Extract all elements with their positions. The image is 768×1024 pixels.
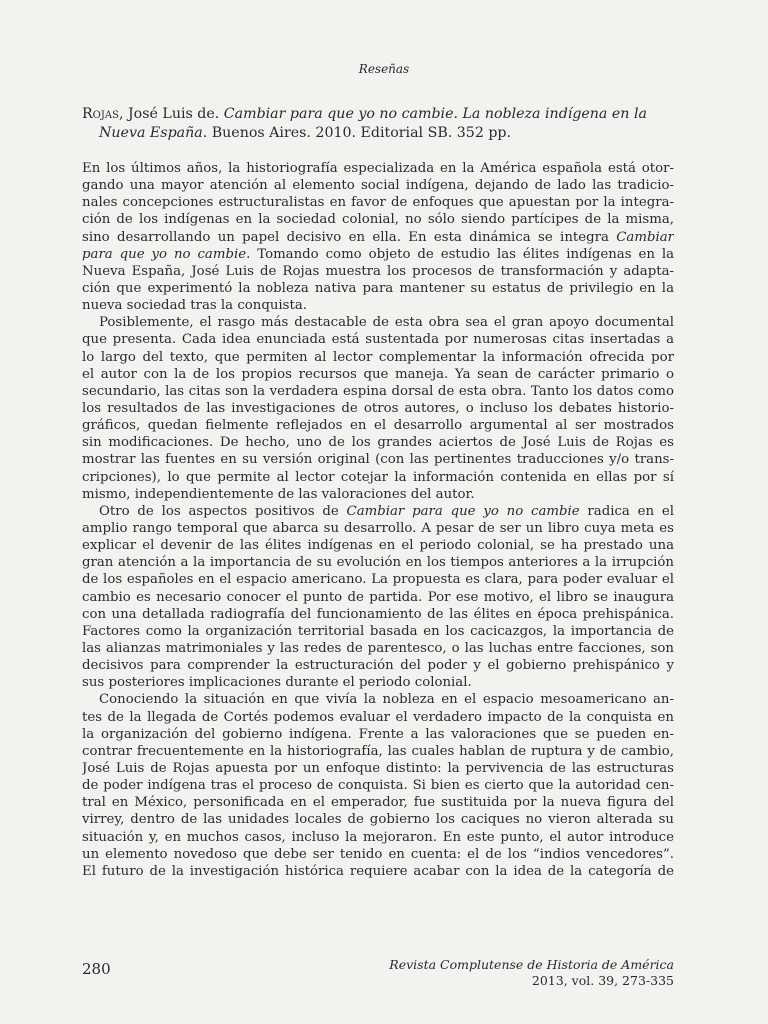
text-line: ción que experimentó la nobleza nativa para mantener su estatus de privilegio en la xyxy=(82,280,674,296)
text-line: cambio es necesario conocer el punto de partida. Por ese motivo, el libro se inaugura xyxy=(82,589,674,605)
journal-title: Revista Complutense de Historia de América xyxy=(389,957,674,972)
book-title-part2: Nueva España xyxy=(99,125,203,141)
text-line: situación y, en muchos casos, incluso la mejoraron. En este punto, el autor introduce xyxy=(82,829,674,845)
paragraph-3 xyxy=(82,503,674,692)
author-surname: Rojas xyxy=(82,106,119,122)
text-line: En los últimos años, la historiografía especializada en la América española está otor- xyxy=(82,161,674,176)
text-line: decisivos para comprender la estructuración del poder y el gobierno prehispánico y xyxy=(82,658,674,674)
publication-info: . Buenos Aires. 2010. Editorial SB. 352 pp. xyxy=(202,125,512,141)
text-line: nueva sociedad tras la conquista. xyxy=(82,298,307,314)
text-line: sus posteriores implicaciones durante el periodo colonial. xyxy=(82,675,472,691)
text-line: mismo, independientemente de las valoraciones del autor. xyxy=(82,486,475,502)
text-line: mostrar las fuentes en su versión original (con las pertinentes traducciones y/o trans- xyxy=(82,452,674,468)
review-body xyxy=(82,160,674,880)
paragraph-4 xyxy=(82,691,674,880)
paragraph-2 xyxy=(82,314,674,503)
text-line: explicar el devenir de las élites indígenas en el periodo colonial, se ha prestado una xyxy=(82,538,674,554)
text-line: El futuro de la investigación histórica requiere acabar con la idea de la categoría de xyxy=(82,863,674,879)
text-line: Posiblemente, el rasgo más destacable de esta obra sea el gran apoyo documental xyxy=(99,315,674,331)
text-line: los resultados de las investigaciones de otros autores, o incluso los debates historio- xyxy=(82,400,674,416)
journal-info xyxy=(389,957,674,989)
text-line: las alianzas matrimoniales y las redes de parentesco, o las luchas entre facciones, son xyxy=(82,640,674,656)
text-line xyxy=(82,503,674,520)
text-line: tral en México, personificada en el emperador, fue sustituida por la nueva figura del xyxy=(82,795,674,811)
text-line: cripciones), lo que permite al lector cotejar la información contenida en ellas por sí xyxy=(82,469,674,485)
text-line: gando una mayor atención al elemento social indígena, dejando de lado las tradicio- xyxy=(82,178,674,194)
running-head: Reseñas xyxy=(358,62,410,76)
text-line: sin modificaciones. De hecho, uno de los grandes aciertos de José Luis de Rojas es xyxy=(82,435,674,451)
text-line: un elemento novedoso que debe ser tenido en cuenta: el de los “indios vencedores”. xyxy=(82,846,674,862)
text-line: ción de los indígenas en la sociedad colonial, no sólo siendo partícipes de la misma, xyxy=(82,212,674,228)
text-line: tes de la llegada de Cortés podemos evaluar el verdadero impacto de la conquista en xyxy=(82,709,674,725)
text-run: radica en el xyxy=(579,503,674,519)
text-line: de poder indígena tras el proceso de conquista. Si bien es cierto que la autoridad cen- xyxy=(82,778,674,794)
italic-run: para que yo no cambie xyxy=(82,246,247,262)
text-line: Conociendo la situación en que vivía la nobleza en el espacio mesoamericano an- xyxy=(99,692,674,708)
book-title-part1: Cambiar para que yo no cambie. La nobleza indígena en la xyxy=(223,106,647,122)
text-line xyxy=(82,246,674,263)
text-line: Nueva España, José Luis de Rojas muestra los procesos de transformación y adapta- xyxy=(82,263,674,279)
text-line: contrar frecuentemente en la historiografía, las cuales hablan de ruptura y de cambio, xyxy=(82,743,674,759)
italic-run: Cambiar xyxy=(616,229,674,245)
text-line: lo largo del texto, que permiten al lector complementar la información ofrecida por xyxy=(82,349,674,365)
text-run: . Tomando como objeto de estudio las élites indígenas en la xyxy=(246,246,674,262)
text-line: gráficos, quedan fielmente reflejados en el desarrollo argumental al ser mostrados xyxy=(82,418,674,434)
text-line: que presenta. Cada idea enunciada está sustentada por numerosas citas insertadas a xyxy=(82,332,674,348)
text-line: secundario, las citas son la verdadera espina dorsal de esta obra. Tanto los datos como xyxy=(82,383,674,399)
text-line: el autor con la de los propios recursos que maneja. Ya sean de carácter primario o xyxy=(82,366,674,382)
journal-issue: 2013, vol. 39, 273-335 xyxy=(531,973,674,988)
page-number: 280 xyxy=(82,960,111,978)
text-line: amplio rango temporal que abarca su desarrollo. A pesar de ser un libro cuya meta es xyxy=(82,520,674,536)
text-line: virrey, dentro de las unidades locales de gobierno los caciques no vieron alterada su xyxy=(82,812,674,828)
text-run: sino desarrollando un papel decisivo en ella. En esta dinámica se integra xyxy=(82,229,617,245)
text-line: la organización del gobierno indígena. Frente a las valoraciones que se pueden en- xyxy=(82,726,674,742)
review-citation xyxy=(82,105,674,143)
text-line: gran atención a la importancia de su evolución en los tiempos anteriores a la irrupción xyxy=(82,555,674,571)
text-line: nales concepciones estructuralistas en favor de enfoques que apuestan por la integra- xyxy=(82,195,674,211)
italic-run: Cambiar para que yo no cambie xyxy=(346,503,580,519)
text-line: de los españoles en el espacio americano. La propuesta es clara, para poder evaluar el xyxy=(82,572,674,588)
text-run: Otro de los aspectos positivos de xyxy=(99,503,347,519)
text-line: con una detallada radiografía del funcionamiento de las élites en época prehispánica. xyxy=(82,606,674,622)
text-line: José Luis de Rojas apuesta por un enfoque distinto: la pervivencia de las estructuras xyxy=(82,760,674,776)
paragraph-1 xyxy=(82,160,674,314)
text-line xyxy=(82,229,674,246)
author-given: , José Luis de. xyxy=(118,106,220,122)
text-line: Factores como la organización territorial basada en los cacicazgos, la importancia de xyxy=(82,623,674,639)
